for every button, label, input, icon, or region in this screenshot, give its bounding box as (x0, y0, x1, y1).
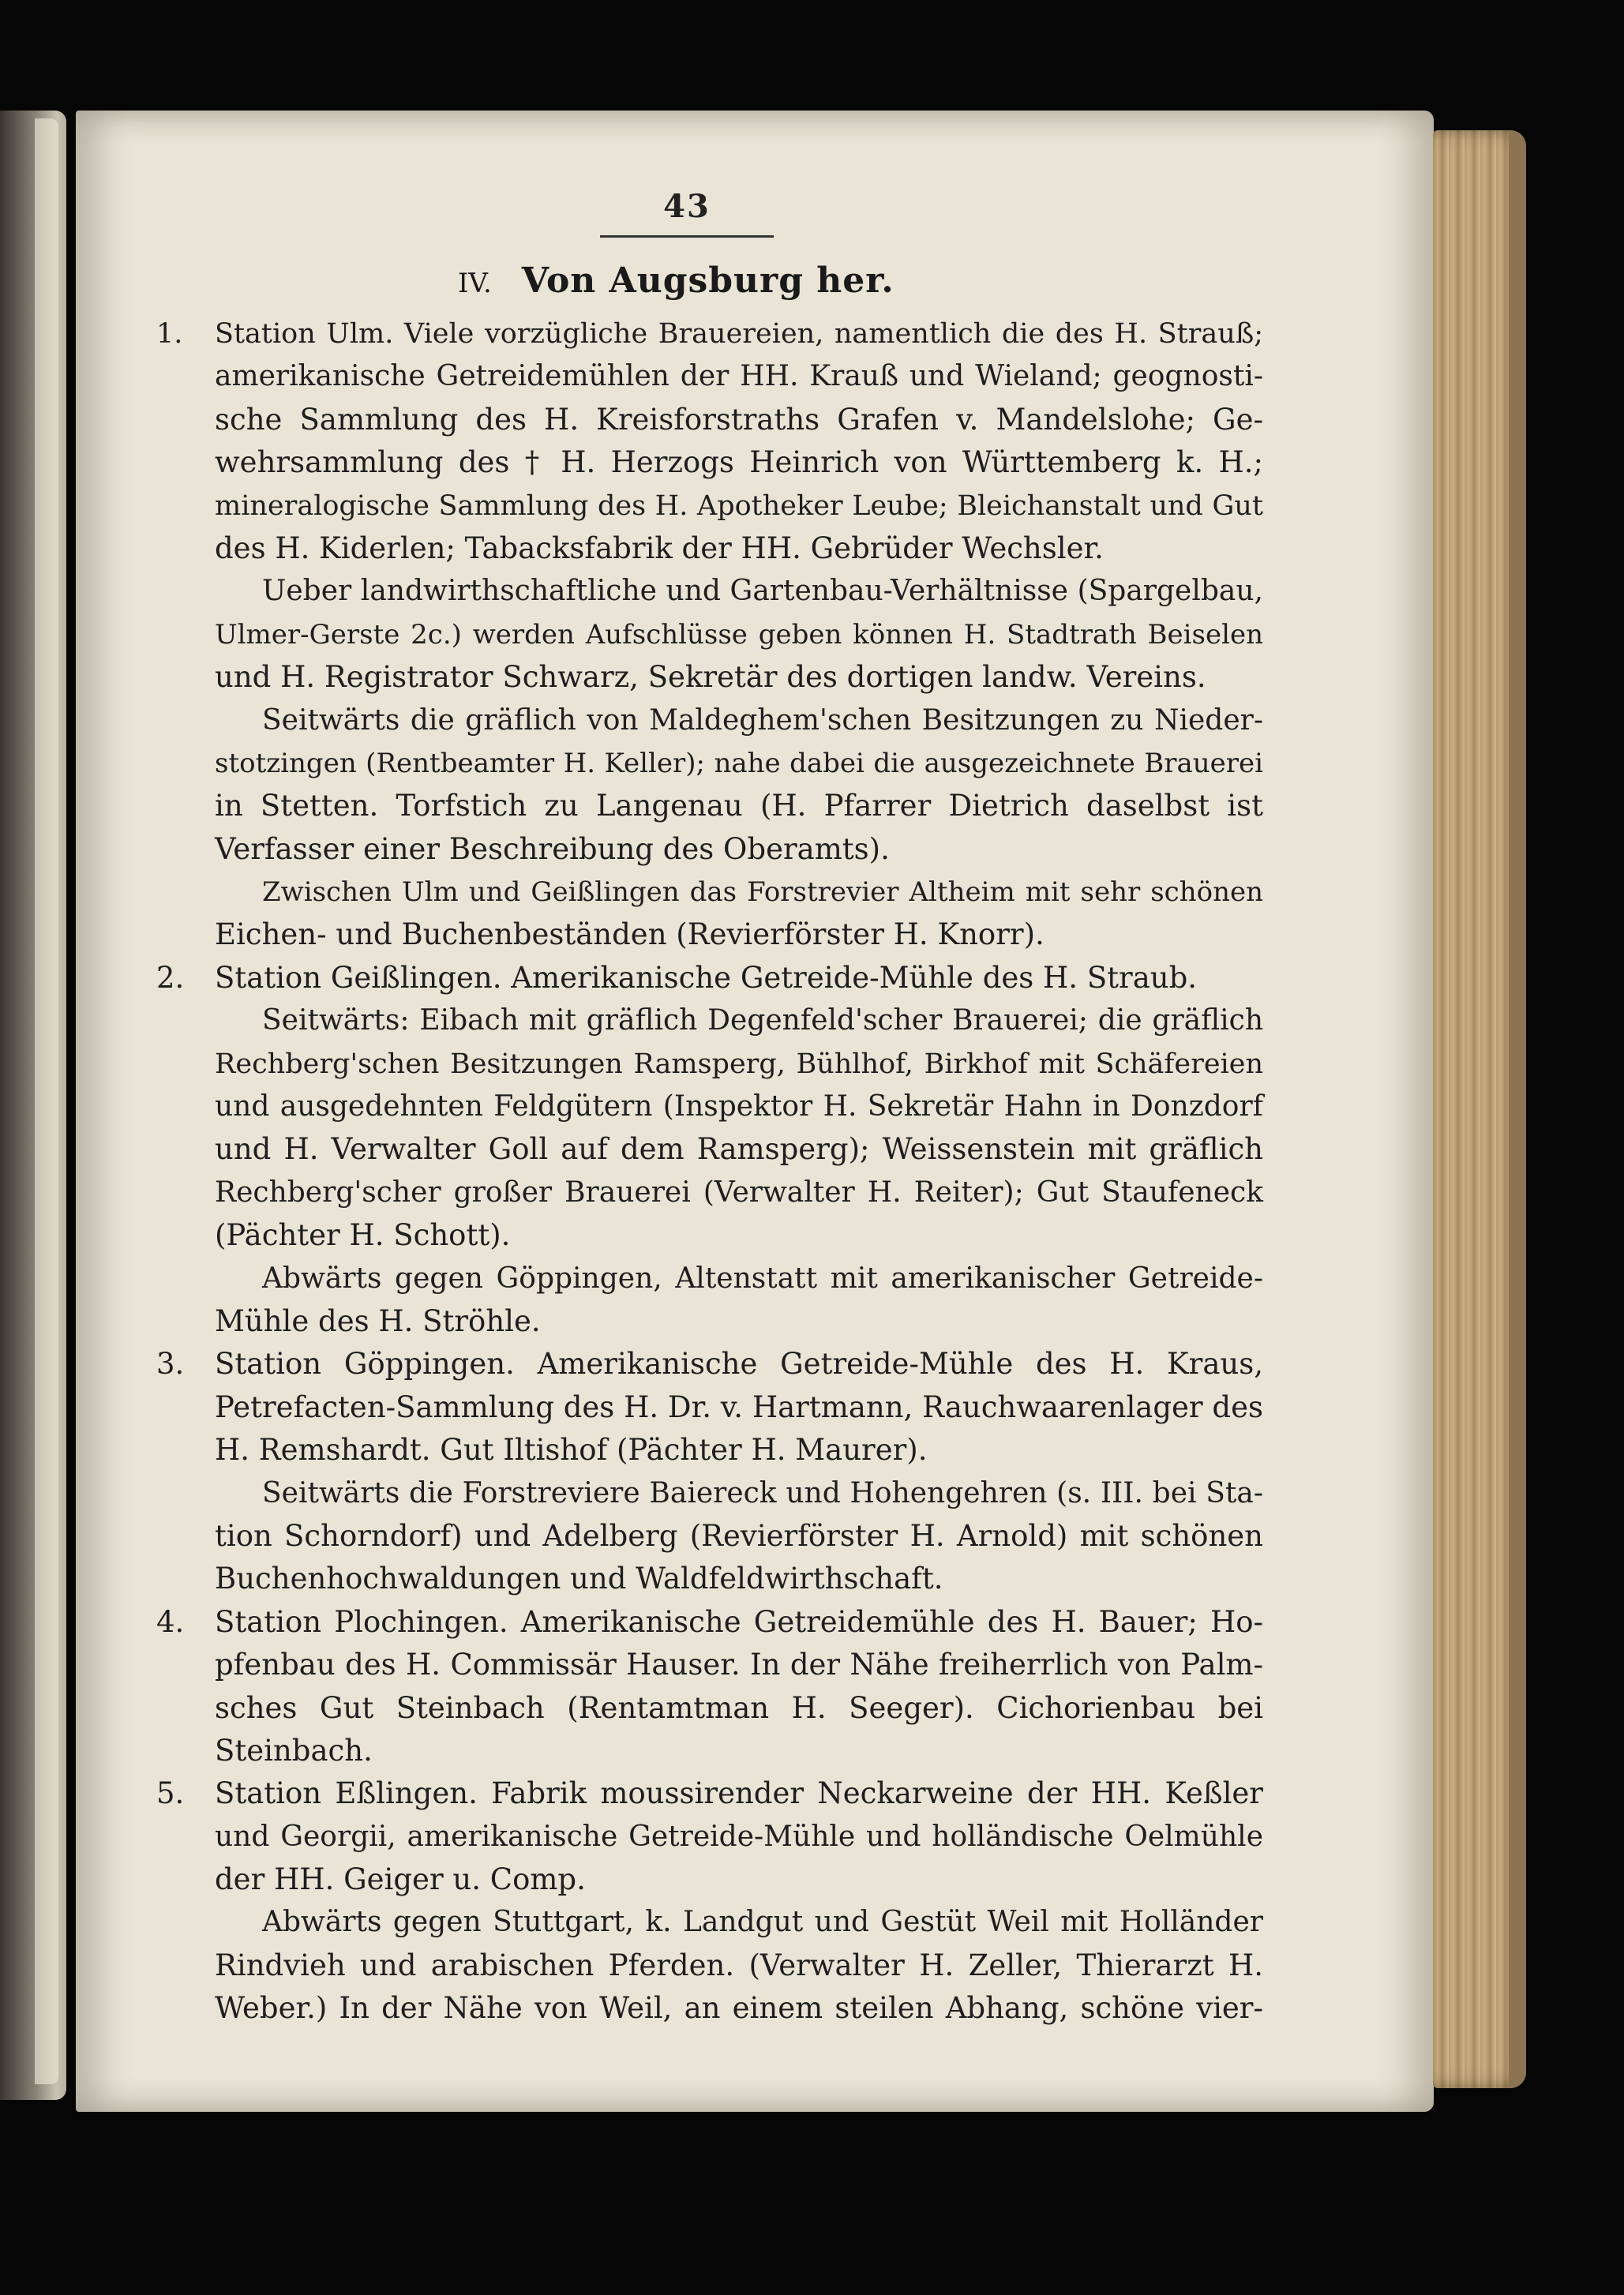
line-text: Rechberg'scher großer Brauerei (Verwalter H. Reiter); Gut Staufeneck (215, 1176, 1263, 1209)
text-line (142, 1343, 1263, 1386)
line-text: Station Plochingen. Amerikanische Getreidemühle des H. Bauer; Ho- (215, 1604, 1263, 1639)
line-text: Seitwärts die gräflich von Maldeghem'schen Besitzungen zu Nieder- (262, 703, 1263, 737)
text-line (142, 1987, 1263, 2030)
section-title: Von Augsburg her. (521, 261, 895, 301)
section-numeral: IV. (458, 268, 492, 299)
line-text: Seitwärts: Eibach mit gräflich Degenfeld'scher Brauerei; die gräflich (262, 1004, 1263, 1037)
text-line (142, 355, 1263, 398)
item-number: 2. (156, 960, 185, 995)
left-page-paper (35, 118, 58, 2084)
page-number: 43 (663, 188, 711, 225)
line-text: Abwärts gegen Stuttgart, k. Landgut und Gestüt Weil mit Holländer (262, 1906, 1263, 1939)
line-text: Weber.) In der Nähe von Weil, an einem steilen Abhang, schöne vier- (215, 1991, 1263, 2026)
line-text: Zwischen Ulm und Geißlingen das Forstrevier Altheim mit sehr schönen (262, 876, 1263, 909)
text-line (142, 1558, 1263, 1600)
line-text: Seitwärts die Forstreviere Baiereck und Hohengehren (s. III. bei Sta- (262, 1476, 1263, 1509)
line-text: Station Geißlingen. Amerikanische Getreide-Mühle des H. Straub. (215, 960, 1198, 995)
text-line (142, 1172, 1263, 1214)
line-text: Steinbach. (215, 1733, 373, 1768)
text-line (142, 1644, 1263, 1686)
line-text: sches Gut Steinbach (Rentamtman H. Seeger). Cichorienbau bei (215, 1690, 1263, 1725)
line-text: und H. Verwalter Goll auf dem Ramsperg); Weissenstein mit gräflich (215, 1132, 1263, 1167)
line-text: mineralogische Sammlung des H. Apotheker Leube; Bleichanstalt und Gut (215, 489, 1263, 522)
text-line (142, 828, 1263, 871)
line-text: Station Göppingen. Amerikanische Getreide-Mühle des H. Kraus, (215, 1347, 1263, 1382)
text-line (142, 656, 1263, 699)
text-line (142, 742, 1263, 785)
text-line (142, 913, 1263, 956)
line-text: und Georgii, amerikanische Getreide-Mühle und holländische Oelmühle (215, 1820, 1263, 1853)
text-line (142, 1858, 1263, 1901)
line-text: stotzingen (Rentbeamter H. Keller); nahe dabei die ausgezeichnete Brauerei (215, 747, 1263, 779)
text-line (142, 1944, 1263, 1987)
text-line (142, 399, 1263, 441)
text-line (142, 1043, 1263, 1086)
line-text: amerikanische Getreidemühlen der HH. Krauß und Wieland; geognosti- (215, 360, 1263, 393)
line-text: in Stetten. Torfstich zu Langenau (H. Pfarrer Dietrich daselbst ist (215, 789, 1263, 823)
line-text: Station Eßlingen. Fabrik moussirender Neckarweine der HH. Keßler (215, 1776, 1263, 1811)
text-line (142, 485, 1263, 527)
item-number: 3. (156, 1347, 185, 1382)
line-text: Abwärts gegen Göppingen, Altenstatt mit amerikanischer Getreide- (262, 1262, 1263, 1295)
line-text: und ausgedehnten Feldgütern (Inspektor H. Sekretär Hahn in Donzdorf (215, 1090, 1263, 1123)
text-line (142, 570, 1263, 613)
text-line (142, 871, 1263, 913)
body-text (142, 313, 1263, 2031)
item-number: 5. (156, 1776, 185, 1811)
line-text: tion Schorndorf) und Adelberg (Revierförster H. Arnold) mit schönen (215, 1518, 1263, 1553)
text-line (142, 1429, 1263, 1472)
text-line (142, 313, 1263, 355)
line-text: (Pächter H. Schott). (215, 1218, 511, 1253)
text-line (142, 699, 1263, 742)
line-text: des H. Kiderlen; Tabacksfabrik der HH. Gebrüder Wechsler. (215, 531, 1104, 565)
text-line (142, 1601, 1263, 1644)
line-text: H. Remshardt. Gut Iltishof (Pächter H. Maurer). (215, 1433, 928, 1468)
text-line (142, 613, 1263, 656)
text-line (142, 1258, 1263, 1300)
page-number-rule (600, 235, 774, 238)
line-text: Eichen- und Buchenbeständen (Revierförster H. Knorr). (215, 917, 1045, 952)
line-text: und H. Registrator Schwarz, Sekretär des dortigen landw. Vereins. (215, 660, 1206, 695)
text-line (142, 1472, 1263, 1515)
line-text: pfenbau des H. Commissär Hauser. In der Nähe freiherrlich von Palm- (215, 1648, 1263, 1682)
text-line (142, 441, 1263, 484)
text-line (142, 1901, 1263, 1944)
text-line (142, 1386, 1263, 1429)
text-line (142, 999, 1263, 1042)
text-line (142, 1687, 1263, 1730)
line-text: Mühle des H. Ströhle. (215, 1303, 541, 1338)
line-text: sche Sammlung des H. Kreisforstraths Grafen v. Mandelslohe; Ge- (215, 402, 1263, 437)
line-text: Rindvieh und arabischen Pferden. (Verwalter H. Zeller, Thierarzt H. (215, 1948, 1263, 1982)
text-line (142, 527, 1263, 570)
text-line (142, 1730, 1263, 1772)
line-text: Buchenhochwaldungen und Waldfeldwirthschaft. (215, 1562, 943, 1596)
text-line (142, 1515, 1263, 1558)
text-line (142, 1300, 1263, 1343)
book-cover-edge (1433, 130, 1526, 2088)
line-text: Petrefacten-Sammlung des H. Dr. v. Hartmann, Rauchwaarenlager des (215, 1389, 1263, 1424)
text-line (142, 1128, 1263, 1171)
text-line (142, 1772, 1263, 1815)
text-line (142, 1214, 1263, 1257)
text-line (142, 1816, 1263, 1858)
text-line (142, 1086, 1263, 1128)
text-line (142, 785, 1263, 827)
line-text: Station Ulm. Viele vorzügliche Brauereien, namentlich die des H. Strauß; (215, 318, 1263, 350)
section-heading (458, 261, 1011, 301)
line-text: Rechberg'schen Besitzungen Ramsperg, Bühlhof, Birkhof mit Schäfereien (215, 1048, 1263, 1080)
line-text: wehrsammlung des † H. Herzogs Heinrich von Württemberg k. H.; (215, 445, 1263, 480)
item-number: 4. (156, 1604, 185, 1639)
line-text: der HH. Geiger u. Comp. (215, 1862, 586, 1897)
line-text: Ulmer-Gerste 2c.) werden Aufschlüsse geben können H. Stadtrath Beiselen (215, 618, 1263, 651)
line-text: Verfasser einer Beschreibung des Oberamts). (215, 831, 890, 866)
item-number: 1. (156, 318, 183, 350)
line-text: Ueber landwirthschaftliche und Gartenbau-Verhältnisse (Spargelbau, (262, 575, 1263, 608)
text-line (142, 957, 1263, 999)
